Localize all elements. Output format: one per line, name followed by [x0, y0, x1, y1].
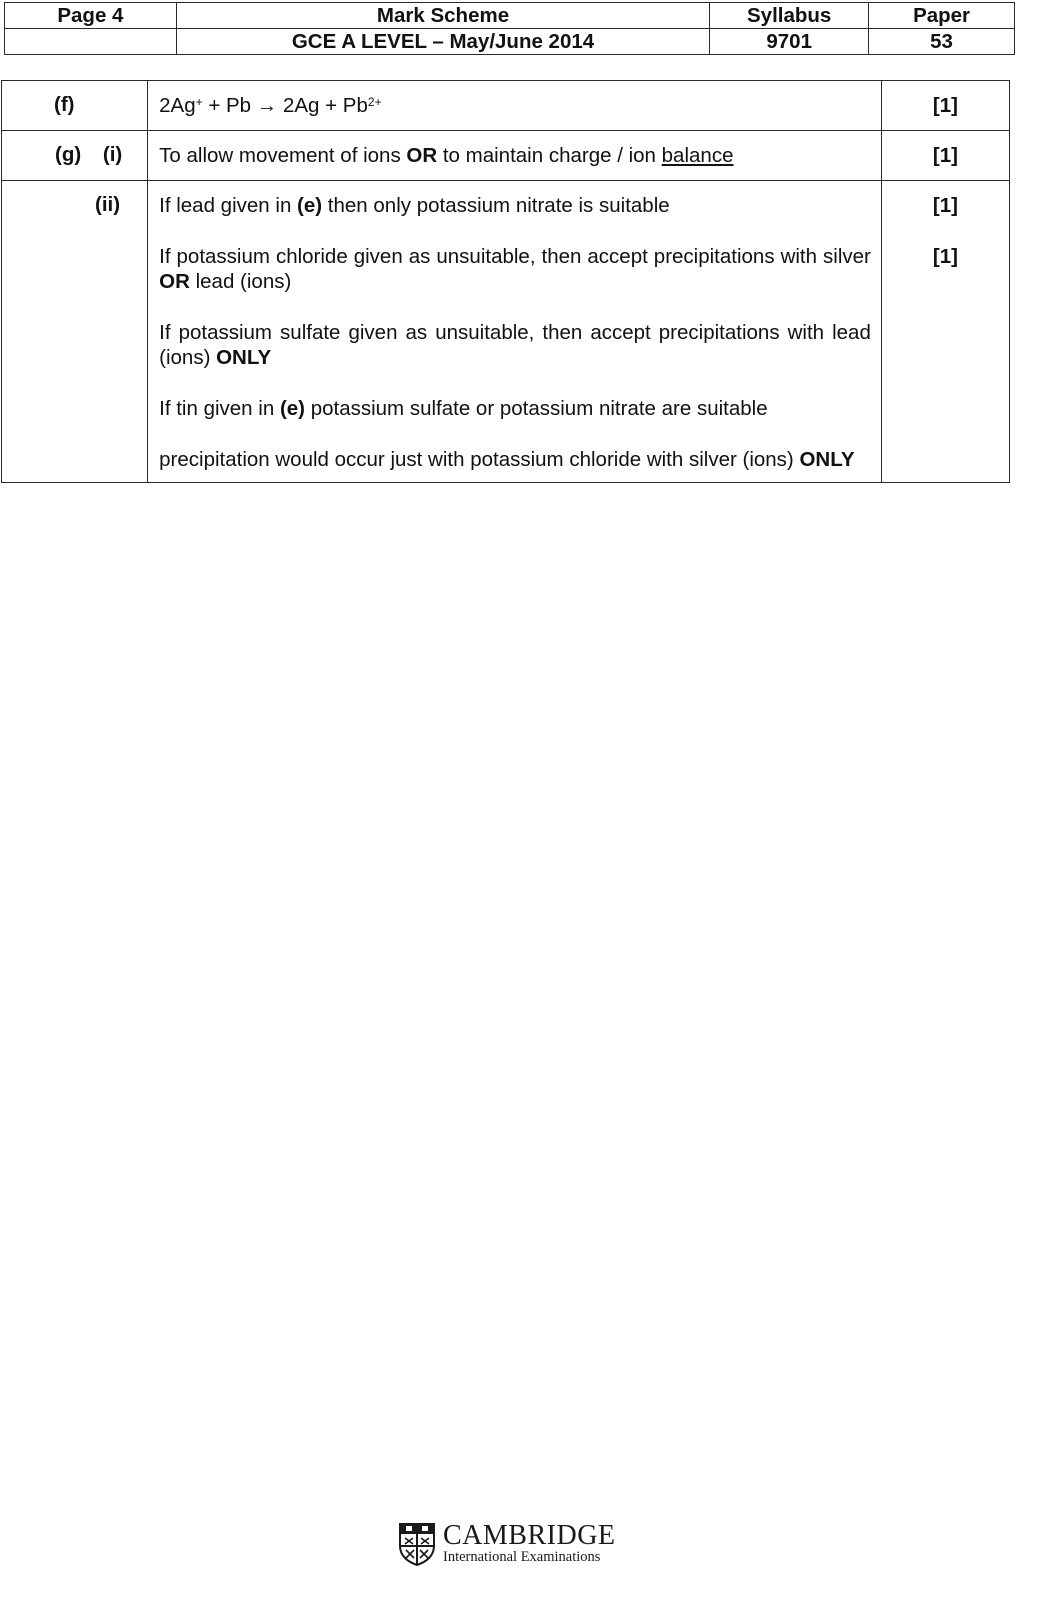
answer-cell	[148, 81, 882, 131]
header-syllabus-code: 9701	[710, 29, 869, 55]
equation-part: 2Ag	[159, 94, 196, 117]
header-row-1	[5, 3, 1015, 29]
header-paper-label: Paper	[869, 3, 1015, 29]
answer-keyword: OR	[406, 144, 438, 167]
header-syllabus-label: Syllabus	[710, 3, 869, 29]
equation-superscript: +	[195, 95, 203, 109]
table-row	[2, 181, 1010, 483]
question-sublabel: (i)	[102, 143, 123, 166]
cambridge-shield-icon	[398, 1522, 436, 1566]
header-page: Page 4	[5, 3, 177, 29]
header-exam-session: GCE A LEVEL – May/June 2014	[176, 29, 709, 55]
header-row-2	[5, 29, 1015, 55]
answer-text: to maintain charge / ion	[437, 144, 662, 167]
header-table	[4, 2, 1015, 55]
header-blank	[5, 29, 177, 55]
answer-text: To allow movement of ions	[159, 144, 407, 167]
question-label-cell	[2, 181, 148, 483]
mark-cell	[881, 181, 1009, 483]
answer-paragraph: If lead given in (e) then only potassium nitrate is suitable	[159, 194, 670, 217]
table-row	[2, 131, 1010, 181]
logo-subtitle: International Examinations	[443, 1549, 601, 1565]
question-label: (f)	[54, 93, 75, 116]
answer-paragraph: precipitation would occur just with potassium chloride with silver (ions) ONLY	[159, 448, 855, 471]
table-row	[2, 81, 1010, 131]
question-label-cell	[2, 131, 148, 181]
mark-value: [1]	[932, 94, 958, 117]
answer-paragraph: If potassium sulfate given as unsuitable, then accept precipitations with lead (ions) ONLY	[159, 321, 871, 369]
mark-scheme-table	[1, 80, 1010, 483]
question-sublabel: (ii)	[95, 193, 121, 216]
answer-paragraph: If tin given in (e) potassium sulfate or potassium nitrate are suitable	[159, 397, 768, 420]
header-doc-type: Mark Scheme	[176, 3, 709, 29]
equation-superscript: 2+	[367, 95, 382, 109]
mark-value: [1]	[932, 245, 958, 268]
question-label: (g)	[55, 143, 82, 166]
header-paper-number: 53	[869, 29, 1015, 55]
answer-cell	[148, 131, 882, 181]
answer-cell	[148, 181, 882, 483]
cambridge-logo	[398, 1520, 628, 1570]
mark-value: [1]	[932, 194, 958, 217]
answer-underlined: balance	[661, 144, 734, 167]
question-label-cell	[2, 81, 148, 131]
mark-cell	[881, 81, 1009, 131]
answer-paragraph: If potassium chloride given as unsuitable, then accept precipitations with silver OR lead (ions)	[159, 245, 871, 293]
mark-cell	[881, 131, 1009, 181]
logo-wordmark: CAMBRIDGE	[443, 1520, 616, 1551]
equation-part: + Pb → 2Ag + Pb	[202, 94, 368, 117]
mark-value: [1]	[932, 144, 958, 167]
